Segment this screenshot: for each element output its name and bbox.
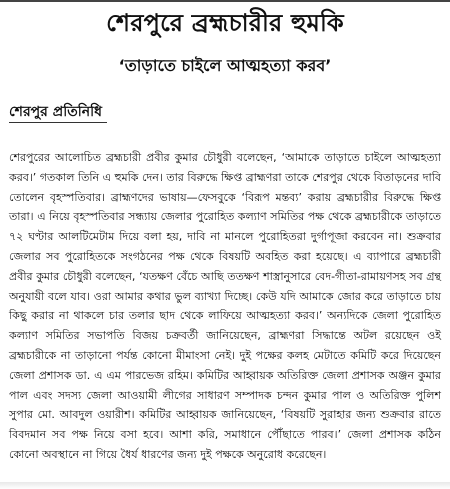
article-paragraph: শেরপুরের আলোচিত ব্রহ্মচারী প্রবীর কুমার চৌধুরী বলেছেন, ‘আমাকে তাড়াতে চাইলে আত্মহত্যা করব।’ গতকাল তিনি এ হুমকি দেন। তার বিরুদ্ধে ক্ষিপ্ত ব্রাহ্মণরা তাকে শেরপুর থেকে বিতাড়নের দাবি তোলেন বৃহস্পতিবার। ব্রাহ্মণদের ভাষায়—ফেসবুকে ‘বিরূপ মন্তব্য’ করায় ব্রহ্মচারীর বিরুদ্ধে ক্ষিপ্ত তারা। এ নিয়ে বৃহস্পতিবার সন্ধ্যায় জেলার পুরোহিত কল্যাণ সমিতির পক্ষ থেকে ব্রহ্মচারীকে তাড়াতে ৭২ ঘণ্টার আলটিমেটাম দিয়ে বলা হয়, দাবি না মানলে পুরোহিতরা দুর্গাপূজা করবেন না। শুক্রবার জেলার সব পুরোহিতকে সংগঠনের পক্ষ থেকে বিষয়টি অবহিত করা হয়েছে। এ ব্যাপারে ব্রহ্মচারী প্রবীর কুমার চৌধুরী বলেছেন, ‘যতক্ষণ বেঁচে আছি ততক্ষণ শাস্ত্রানুসারে বেদ-গীতা-রামায়ণসহ সব গ্রন্থ অনুযায়ী বলে যাব। ওরা আমার কথার ভুল ব্যাখ্যা দিচ্ছে। কেউ যদি আমাকে জোর করে তাড়াতে চায় কিছু করার না থাকলে চার তলার ছাদ থেকে লাফিয়ে আত্মহত্যা করব।’ অন্যদিকে জেলা পুরোহিত কল্যাণ সমিতির সভাপতি বিজয় চক্রবর্তী জানিয়েছেন, ব্রাহ্মণরা সিদ্ধান্তে অটল রয়েছেন ওই ব্রহ্মচারীকে না তাড়ানো পর্যন্ত কোনো মীমাংসা নেই। দুই পক্ষের কলহ মেটাতে কমিটি করে দিয়েছেন জেলা প্রশাসক ডা. এ এম পারভেজ রহিম। কমিটির আহ্বায়ক অতিরিক্ত জেলা প্রশাসক অঞ্জন কুমার পাল এবং সদস্য জেলা আওয়ামী লীগের সাধারণ সম্পাদক চন্দন কুমার পাল ও অতিরিক্ত পুলিশ সুপার মো. আবদুল ওয়ারীশ। কমিটির আহ্বায়ক জানিয়েছেন, ‘বিষয়টি সুরাহার জন্য শুক্রবার রাতে বিবদমান সব পক্ষ নিয়ে বসা হবে। আশা করি, সমাধানে পৌঁছাতে পারব।’ জেলা প্রশাসক কঠিন কোনো অবস্থানে না গিয়ে ধৈর্য ধারণের জন্য দুই পক্ষকে অনুরোধ করেছেন। (9, 151, 441, 461)
article-body (9, 148, 441, 465)
byline-underline (9, 122, 107, 123)
byline: শেরপুর প্রতিনিধি (9, 104, 102, 120)
top-rule (0, 0, 450, 2)
headline: ‘তাড়াতে চাইলে আত্মহত্যা করব’ (118, 56, 332, 75)
kicker-heading: শেরপুরে ব্রহ্মচারীর হুমকি (106, 9, 344, 37)
bottom-edge-shadow (0, 482, 450, 489)
